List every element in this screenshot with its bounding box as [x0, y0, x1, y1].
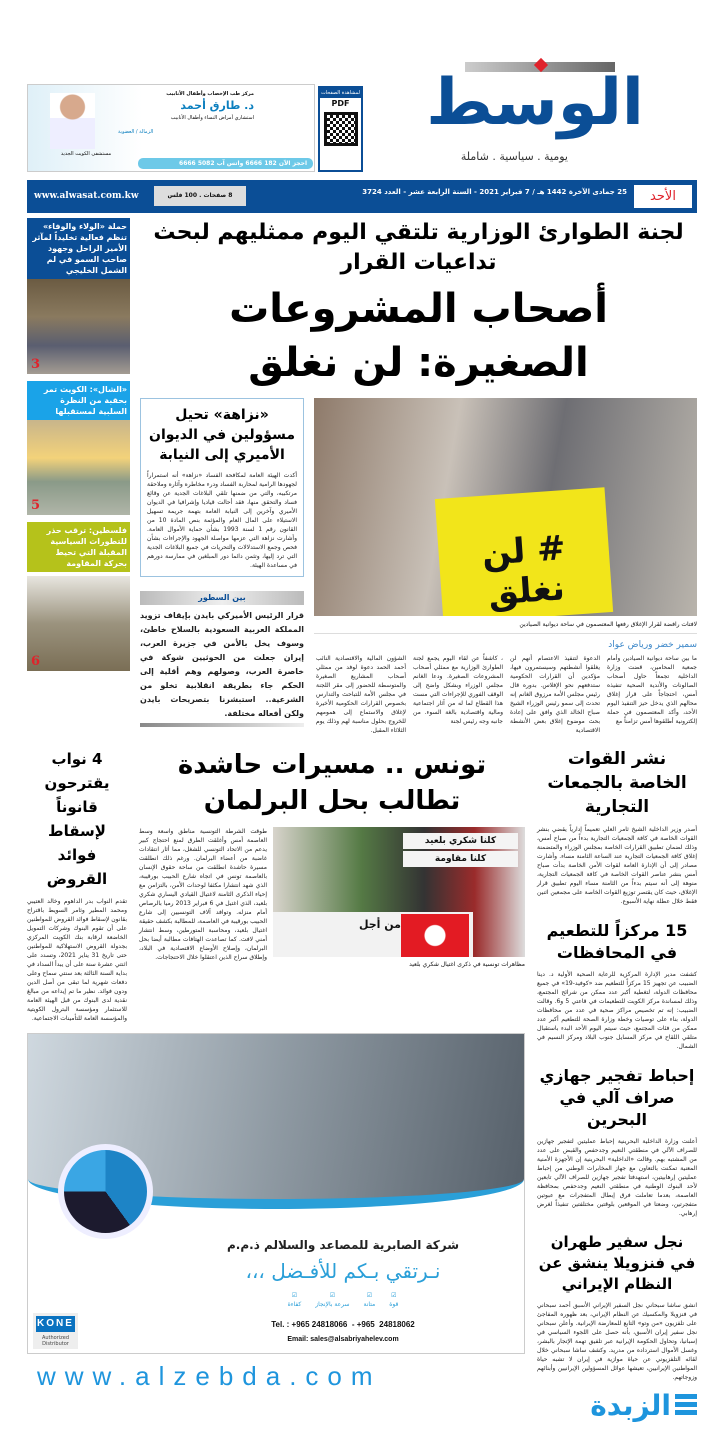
- masthead-tagline: يومية . سياسية . شاملة: [460, 150, 568, 163]
- middle-region: [27, 747, 525, 1392]
- lead-col-3: ، كاشفاً عن لقاء اليوم يجمع لجنة الطوارئ الوزارية مع ممثلي أصحاب المشروعات الصغيرة. ودعا الغانم مجلس الوزراء وبشكل واضح إلى الوقف الفوري للإجراءات التي مست هذا القطاع لما له من آثار اجتماعية ومالية واقتصادية بالغة السوء. من جانبه وجه رئيس لجنة: [413, 655, 503, 725]
- lead-story: [314, 398, 697, 735]
- tunisia-column: [139, 747, 525, 969]
- teaser-photo: 6: [27, 576, 130, 671]
- right-column: [537, 747, 697, 1424]
- ad-phone-bar: احجز الآن 182 6666 واتس آب 5082 6666: [138, 158, 313, 169]
- between-lines-box[interactable]: بين السطور قرار الرئيس الأميركي بايدن بإيقاف تزويد المملكة العربية السعودية بالسلاح خاطئ، وسوف يخل بالأمن في جزيرة العرب، إيران جعلت من الحوثيين شوكة في خاصرة العرب، وصولهم وهم أقلية إلى الحكم جاء بطريقة انقلابية تخلو من الشرعية.. استبشرنا بتصريحات بايدن ولكن أفعاله مختلفة.: [140, 591, 304, 727]
- check-icon: ☑: [329, 1292, 336, 1299]
- teaser-1[interactable]: حملة «الولاء والوفاء» تنظم فعالية تخليداً لمآثر الأمير الراحل وجهود صاحب السمو في لم الشمل الخليجي 3: [27, 218, 130, 374]
- lead-subhead: لجنة الطوارئ الوزارية تلتقي اليوم ممثليهم لبحث تداعيات القرار: [153, 220, 684, 275]
- section-lower: [27, 747, 697, 1424]
- sidebar-column: [140, 398, 304, 727]
- lead-col-2: الدعوة لتنفيذ الاعتصام أنهم لن يغلقوا أنشطتهم وسيستمرون فيها، مؤكدين أن القرارات الحكومية ستدفعهم نحو الإفلاس. بدوره قال رئيس مجلس الأمة مرزوق الغانم إنه تحدث إلى سمو رئيس الوزراء الشيخ صباح الخالد الذي وافق على إعادة بحث موضوع إغلاق بعض الأنشطة الاقتصادية: [510, 655, 600, 734]
- tunisia-headline: تونس .. مسيرات حاشدة تطالب بحل البرلمان: [177, 750, 487, 816]
- loans-headline: 4 نواب يقترحون قانوناً لإسقاط فوائد القروض: [44, 750, 110, 888]
- lead-photo: [314, 398, 697, 616]
- check-icon: ☑: [391, 1292, 397, 1299]
- teaser-photo: 5: [27, 420, 130, 515]
- lead-photo-caption: لافتات رافضة لقرار الإغلاق رفعها المعتصمون في ساحة ديوانية الصيادين: [314, 616, 697, 634]
- loans-body: تقدم النواب بدر الداهوم وخالد العتيبي ومحمد المطير وثامر السويط باقتراح بقانون لإسقاط فوائد القروض للمواطنين على أن تقوم البنوك وشركات التمويل الخاضعة لرقابة بنك الكويت المركزي بجدولة القروض الاستهلاكية للمواطنين حتى تاريخ 31 يناير 2021، وتسدد على اثنتي عشرة سنة على أن يبدأ السداد في بداية السنة الثالثة بعد سنتي سماح وعلى دفعات شهرية لما تبقى من أصل الدين ودون فوائد. نظير ما تم إيداعه من مبالغ نقدية لدى البنوك من قبل الهيئة العامة للاستثمار ومؤسسة البترول الكويتية والمؤسسة العامة للتأمينات الاجتماعية.: [27, 898, 128, 1022]
- menu-lines-icon: [675, 1394, 697, 1418]
- tunisia-photo: [273, 827, 525, 957]
- vaccine-headline: 15 مركزاً للتطعيم في المحافظات: [546, 921, 688, 962]
- protest-sign: كلنا مقاومة: [403, 851, 518, 867]
- teaser-2[interactable]: «الشال»: الكويت تمر بحقبة من النظرة السلبية لمستقبلها 5: [27, 381, 130, 515]
- vaccine-body: كشفت مدير الإدارة المركزية للرعاية الصحية الأولية د. دينا الضبيب عن تجهيز 15 مركزاً للتطعيم ضد «كوفيد-19» في جميع محافظات الدولة، لتغطية أكبر عدد ممكن من شرائح المجتمع، وذلك لمساندة مركز الكويت للتطعيمات في قاعتي 5 و6. وقالت الضبيب: إنه تم تخصيص مراكز صحية في عدد من محافظات الدولة، بناء على توصيات وخطة وزارة الصحة للتطعيم أكبر عدد ممكن من فئات المجتمع، حيث سيتم اليوم الأحد البدء باستقبال متلقي اللقاح في مركز المسايل جنوب البلاد ومركز النسيم في الشمال.: [537, 971, 697, 1050]
- venezuela-headline: نجل سفير طهران في فنزويلا ينشق عن النظام الإيراني: [538, 1233, 696, 1293]
- kone-badge: KONE Authorized Distributor: [33, 1313, 78, 1349]
- footer-url[interactable]: www.alzebda.com: [37, 1361, 382, 1391]
- lead-region: [140, 218, 697, 735]
- loans-column: [27, 747, 127, 1023]
- forces-headline: نشر القوات الخاصة بالجمعات التجارية: [547, 749, 687, 817]
- teaser-3[interactable]: فلسطين: ترقب حذر للتطورات السياسية المقبلة التي تحيط بحركة المقاومة 6: [27, 522, 130, 671]
- tunisia-caption: مظاهرات تونسية في ذكرى اغتيال شكري بلعيد: [409, 961, 525, 968]
- elevator-ad[interactable]: شركة الصابرية للمصاعد والسلالم ذ.م.م نـرتقي بـكم للأفـضل ،،، ☑ قوة ☑ متانة ☑ سرعة بالإنجاز ☑ كفاءة Tel. : +965 24818066 - +965 24818062 Email: sales@alsabriyahelev.com KONE Authorized Distributor: [27, 1033, 525, 1354]
- bahrain-body: أعلنت وزارة الداخلية البحرينية إحباط عمليتين لتفجير جهازين للصراف الآلي في منطقتي النعيم وجدحفص والقبض على عدد من المشتبه بهم. وقالت «الداخلية» البحرينية إن الأجهزة الأمنية المعنية تمكنت بالتعاون مع جهاز المخابرات الوطني من إحباط عمليتين إرهابيتين، استهدفتا تفجير جهازين للصراف الآلي تابعين لأحد البنوك الوطنية في منطقتي النعيم وجدحفص بمحافظة العاصمة، بعدما تعاملت فرق إبطال المتفجرات مع عبوتين متفجرتين، وضعتا في الموقعين بلوقتين مختلفتين تنفيذاً لغرض إرهابي.: [537, 1138, 697, 1217]
- venezuela-body: انشق ساشا سبحاني نجل السفير الإيراني الأسبق أحمد سبحاني في فنزويلا والمكسيك عن النظام الإيراني، بعد ظهوره المفاجئ على تلفزيون «من وتو» التابع للمعارضة الإيرانية. وأعلن سبحاني نجل سفير إيران الأسبق، بأنه حصل على اللجوء السياسي في إسبانيا، وتحاول الحكومة الإيرانية عبر تلفيق تهمة الإتجار بالبشر، وغسل الأموال استرداده من مدريد. وكشف ساشا سبحاني خلال لقائه التلفزيوني عن حياة موازية في إيران لا تشبه حياة المواطنين الإيرانيين، تعيشها عوائل المسؤولين الإيرانيين وأبنائهم وزوجاتهم.: [537, 1302, 697, 1381]
- lead-headline: أصحاب المشروعات الصغيرة: لن نغلق: [229, 286, 608, 386]
- features-row: ☑ قوة ☑ متانة ☑ سرعة بالإنجاز ☑ كفاءة: [287, 1292, 399, 1308]
- check-icon: ☑: [366, 1292, 373, 1299]
- header: [0, 0, 720, 218]
- alzebda-logo[interactable]: الزبدة: [537, 1388, 697, 1424]
- lead-col-4: الشؤون المالية والاقتصادية النائب أحمد الحمد دعوة لوفد من ممثلي أصحاب المشاريع الصغيرة والمتوسطة للحضور إلى مقر اللجنة في مجلس الأمة للتباحث والتدارس بخصوص القرارات الحكومية الأخيرة لإغلاق والاستماع إلى همومهم للخروج بحلول مناسبة لهم وذلك يوم الثلاثاء المقبل.: [316, 655, 406, 734]
- masthead-logo: الوسط: [370, 62, 700, 140]
- qr-code-icon: [324, 112, 358, 146]
- company-logo-icon: [58, 1144, 153, 1239]
- check-icon: ☑: [291, 1292, 298, 1299]
- lead-byline: سمير خضر ورياض عواد: [608, 640, 697, 650]
- lead-col-1: ما بين ساحة ديوانية الصيادين وأمام جمعية المحامين، قضت وزارة الداخلية تجمعاً حاول أصحاب الصالونات والأندية الصحية تنفيذه أمس، احتجاجاً على قرار إغلاق محالهم الذي يدخل حيز التنفيذ اليوم الأحد، وأكد المعتصمون في حملة إلكترونية أطلقوها أمس تزامناً مع: [607, 655, 697, 725]
- date-bar: الأحد 25 جمادى الآخرة 1442 هـ / 7 فبراير 2021 - السنة الرابعة عشر - العدد 3724 8 صفحات . 100 فلس www.alwasat.com.kw: [27, 180, 697, 213]
- section-lead: [27, 218, 697, 735]
- protest-sign: كلنا شكري بلعيد: [403, 833, 518, 849]
- bahrain-headline: إحباط تفجير جهازي صراف آلي في البحرين: [539, 1066, 695, 1129]
- tunisia-body: طوقت الشرطة التونسية مناطق واسعة وسط العاصمة أمس وأغلقت الطرق لمنع احتجاج كبير يدعم من الاتحاد التونسي للشغل، مما أثار انتقادات غاضبة من أعضاء البرلمان. ورغم ذلك انطلقت مسيرة حاشدة انطلقت من ساحة حقوق الإنسان بالعاصمة تونس في اتجاه شارع الحبيب بورقيبة، الذي شهد انتشارا مكثفا لوحدات الأمن، بالتزامن مع إحياء الذكرى الثامنة لاغتيال القيادي اليساري شكري بلعيد، الذي اغتيل في 6 فبراير 2013 رميا بالرصاص أمام منزله. وتوافد آلاف التونسيين إلى شارع الحبيب بورقيبة في العاصمة، للمطالبة بكشف حقيقة اغتيال بلعيد، ومحاسبة المتورطين، وسط انتشار أمني لافت. كما تصاعدت الهتافات مطالبة أيضا بحل البرلمان، وإصلاح الأوضاع الاقتصادية في البلاد، وإطلاق سراح الذين اعتقلوا خلال الاحتجاجات.: [139, 828, 267, 961]
- tunisian-flag: [401, 914, 469, 957]
- top-ad[interactable]: مركز طب الإخصاب وأطفال الأنابيب د. طارق أحمد استشاري أمراض النساء وأطفال الأنابيب الزمالة / العضوية مستشفى الكويت الجديد احجز الآن 182 6666 واتس آب 5082 6666: [27, 84, 315, 172]
- pdf-qr-box[interactable]: لمشاهدة الصفحات PDF: [318, 86, 363, 172]
- banner: من أجل: [273, 912, 473, 957]
- website-link[interactable]: www.alwasat.com.kw: [34, 191, 139, 201]
- price-box: 8 صفحات . 100 فلس: [154, 186, 246, 206]
- teaser-photo: 3: [27, 279, 130, 374]
- nazaha-box[interactable]: «نزاهة» تحيل مسؤولين في الديوان الأميري إلى النيابة أكدت الهيئة العامة لمكافحة الفساد «نزاهة» أنه استمراراً لجهودها الرامية لمحاربة الفساد ودرء مخاطره وآثاره وملاحقة مرتكبيه، والتي من ضمنها تلقي البلاغات الجدية عن وقائع فساد والتحقق منها، فقد أحالت قياديا وإشرافيا في الديوان الأميري وآخرين إلى النيابة العامة بتهمة جريمة تسهيل الاستيلاء على المال العام والمؤثمة بنص المادة 10 من القانون رقم 1 لسنة 1993 بشأن حماية الأموال العامة. وأشارت نزاهة التي عزمها مواصلة الجهود والإجراءات بشأن فحص وجمع الاستدلالات والتحريات في جميع البلاغات الجدية التي ترد إليها، وتثمن دائما دور المبلغين في ممارسة دورهم في مساعدة الهيئة.: [140, 398, 304, 577]
- forces-body: أصدر وزير الداخلية الشيخ ثامر العلي تعميماً إدارياً يقضي بنشر القوات الخاصة في كافة الجمعيات التجارية بدءاً من صباح أمس، وذلك لضمان تطبيق القرارات الخاصة بمجلس الوزراء والمتضمنة إغلاق كافة الجمعيات التجارية عند الساعة الثامنة مساء. وأشارت مصادر إلى أن الإدارة العامة لقوات الأمن الخاصة بدأت صباح أمس بنشر عناصر القوات الخاصة في كافة الجمعيات التجارية، منوهة إلى أنه سيتم بدءاً من الثامنة مساء اليوم تطبيق قرار الإغلاق، حيث كان يقتصر توزيع القوات الخاصة على مجمعين اثنين فقط خلال عطلة نهاية الأسبوع.: [537, 826, 697, 905]
- teasers-column: [27, 218, 130, 678]
- day-box: الأحد: [634, 185, 692, 208]
- doctor-photo: [50, 93, 95, 149]
- protest-sign: # لن نغلق: [435, 487, 613, 616]
